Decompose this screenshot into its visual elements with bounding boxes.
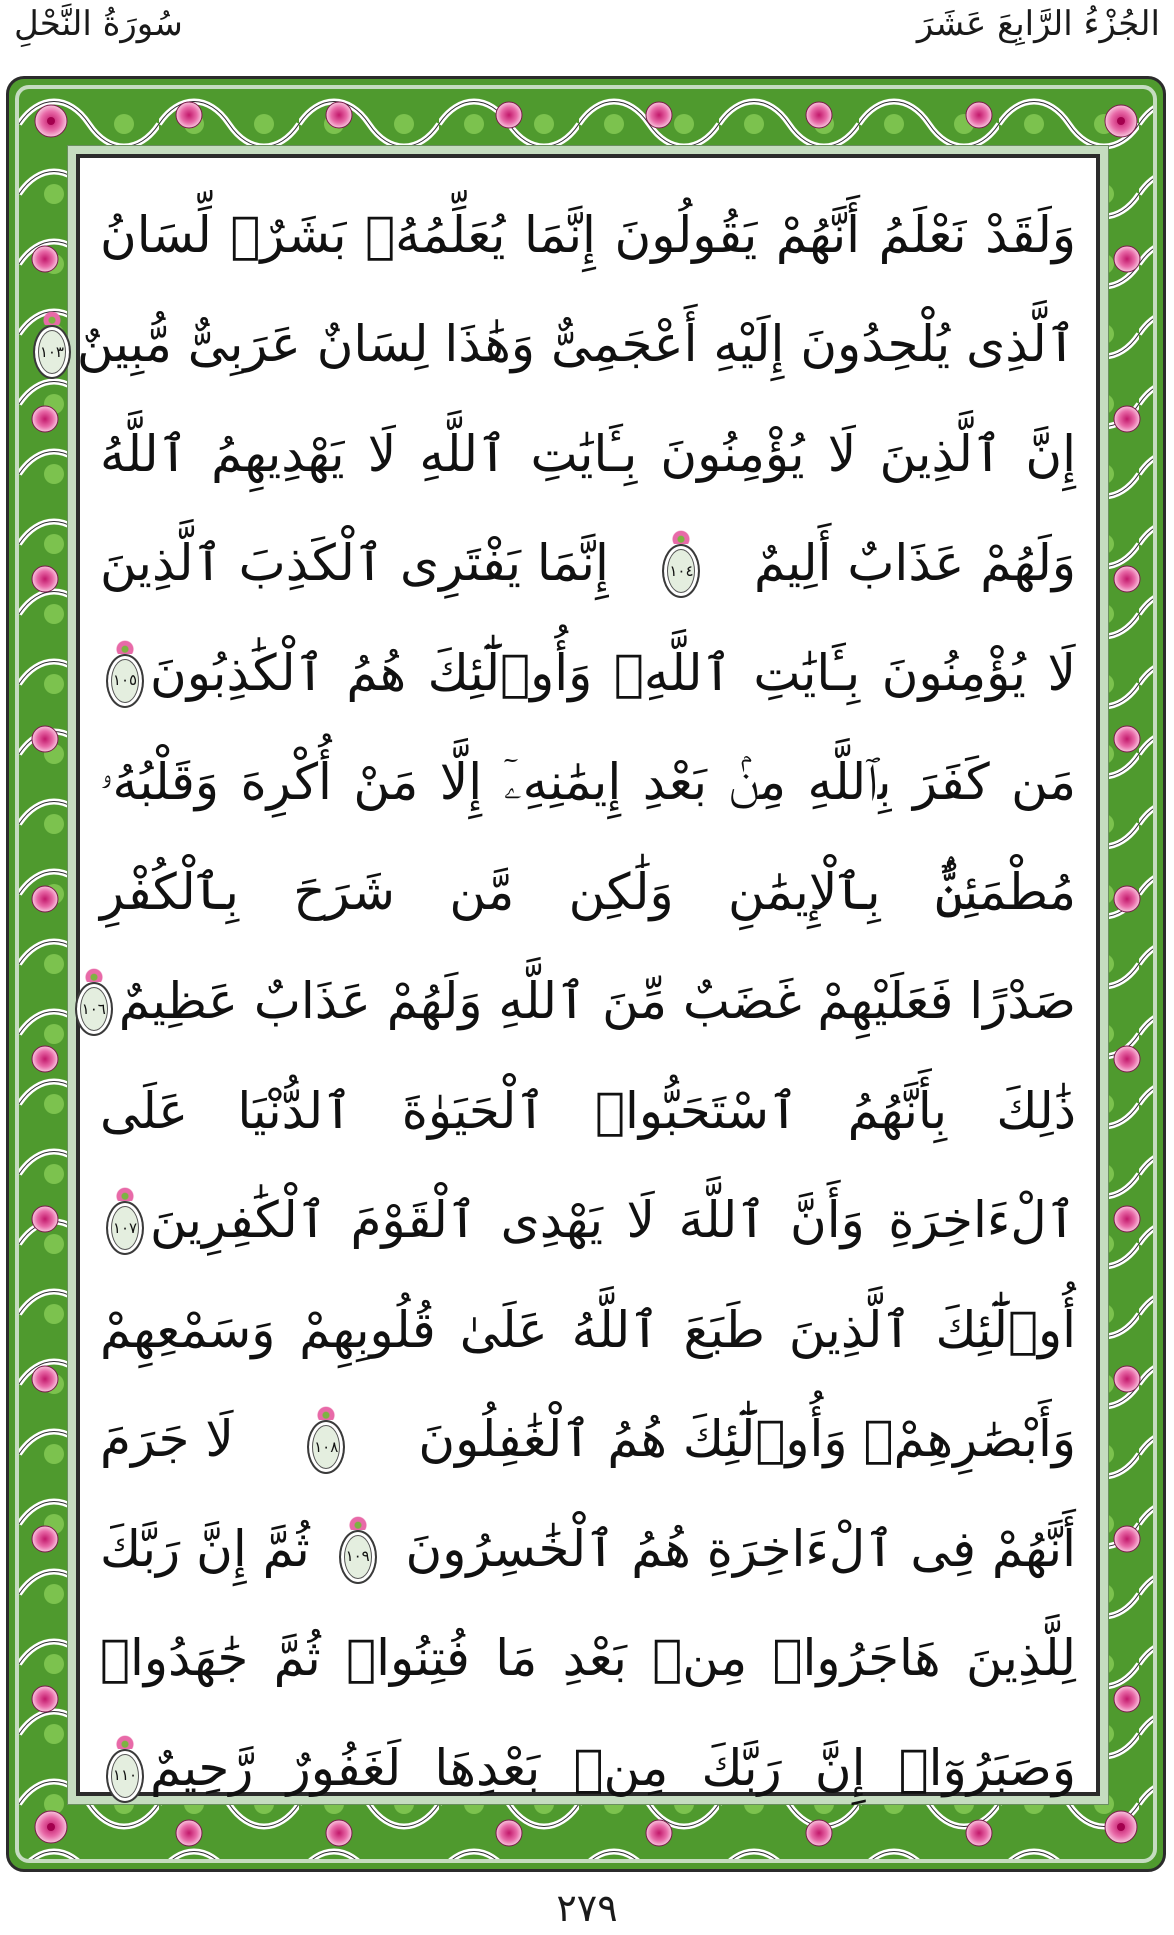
ayah-marker-108: ١٠٨ (307, 1404, 345, 1474)
page-header (0, 0, 1174, 70)
text-line-5: لَا يُؤْمِنُونَ بِـَٔايَٰتِ ٱللَّهِۖ وَأُو۟لَٰٓئِكَ هُمُ ٱلْكَٰذِبُونَ ١٠٥ (100, 618, 1076, 728)
verse-lines (39, 180, 1076, 1797)
text-line-7: مُطْمَئِنٌّۢ بِٱلْإِيمَٰنِ وَلَٰكِن مَّن شَرَحَ بِٱلْكُفْرِ (100, 862, 1076, 921)
juz-title: الجُزْءُ الرَّابِعَ عَشَرَ (916, 4, 1160, 44)
text-line-15: وَصَبَرُوٓا۟ إِنَّ رَبَّكَ مِنۢ بَعْدِهَا لَغَفُورٌ رَّحِيمٌ ١١٠ (100, 1713, 1076, 1823)
ayah-marker-107: ١٠٧ (106, 1185, 144, 1255)
flower-icon (348, 1514, 368, 1530)
text-line-3: إِنَّ ٱلَّذِينَ لَا يُؤْمِنُونَ بِـَٔايَٰتِ ٱللَّهِ لَا يَهْدِيهِمُ ٱللَّهُ (100, 424, 1076, 483)
ayah-marker-110: ١١٠ (106, 1733, 144, 1803)
flower-icon (84, 966, 104, 982)
text-line-11: أُو۟لَٰٓئِكَ ٱلَّذِينَ طَبَعَ ٱللَّهُ عَلَىٰ قُلُوبِهِمْ وَسَمْعِهِمْ (100, 1300, 1076, 1359)
ayah-marker-104: ١٠٤ (662, 528, 700, 598)
surah-title: سُورَةُ النَّحْلِ (14, 4, 183, 44)
page-number: ٢٧٩ (556, 1886, 618, 1930)
flower-icon (115, 1185, 135, 1201)
text-line-1: وَلَقَدْ نَعْلَمُ أَنَّهُمْ يَقُولُونَ إِنَّمَا يُعَلِّمُهُۥ بَشَرٌۗ لِّسَانُ (100, 205, 1076, 264)
ayah-marker-106: ١٠٦ (75, 966, 113, 1036)
text-line-10: ٱلْءَاخِرَةِ وَأَنَّ ٱللَّهَ لَا يَهْدِى ٱلْقَوْمَ ٱلْكَٰفِرِينَ ١٠٧ (100, 1166, 1076, 1276)
text-line-2: ٱلَّذِى يُلْحِدُونَ إِلَيْهِ أَعْجَمِىٌّ وَهَٰذَا لِسَانٌ عَرَبِىٌّ مُّبِينٌ ١٠٣ (100, 290, 1076, 400)
text-line-8: صَدْرًا فَعَلَيْهِمْ غَضَبٌ مِّنَ ٱللَّهِ وَلَهُمْ عَذَابٌ عَظِيمٌ ١٠٦ (100, 947, 1076, 1057)
flower-icon (671, 528, 691, 544)
text-line-6: مَن كَفَرَ بِٱللَّهِ مِنۢ بَعْدِ إِيمَٰنِهِۦٓ إِلَّا مَنْ أُكْرِهَ وَقَلْبُهُۥ (100, 753, 1076, 812)
text-panel (39, 154, 1100, 1797)
ayah-marker-103: ١٠٣ (33, 309, 71, 379)
text-line-12: وَأَبْصَٰرِهِمْۖ وَأُو۟لَٰٓئِكَ هُمُ ٱلْغَٰفِلُونَ ١٠٨ لَا جَرَمَ (100, 1385, 1076, 1495)
ayah-marker-109: ١٠٩ (339, 1514, 377, 1584)
ayah-marker-105: ١٠٥ (106, 638, 144, 708)
flower-icon (42, 309, 62, 325)
text-line-4: وَلَهُمْ عَذَابٌ أَلِيمٌ ١٠٤ إِنَّمَا يَفْتَرِى ٱلْكَذِبَ ٱلَّذِينَ (100, 509, 1076, 619)
text-line-13: أَنَّهُمْ فِى ٱلْءَاخِرَةِ هُمُ ٱلْخَٰسِرُونَ ١٠٩ ثُمَّ إِنَّ رَبَّكَ (100, 1494, 1076, 1604)
flower-icon (115, 1733, 135, 1749)
ornamental-frame (6, 76, 1166, 1872)
flower-icon (316, 1404, 336, 1420)
text-line-9: ذَٰلِكَ بِأَنَّهُمُ ٱسْتَحَبُّوا۟ ٱلْحَيَوٰةَ ٱلدُّنْيَا عَلَى (100, 1081, 1076, 1140)
text-line-14: لِلَّذِينَ هَاجَرُوا۟ مِنۢ بَعْدِ مَا فُتِنُوا۟ ثُمَّ جَٰهَدُوا۟ (100, 1629, 1076, 1688)
flower-icon (115, 638, 135, 654)
